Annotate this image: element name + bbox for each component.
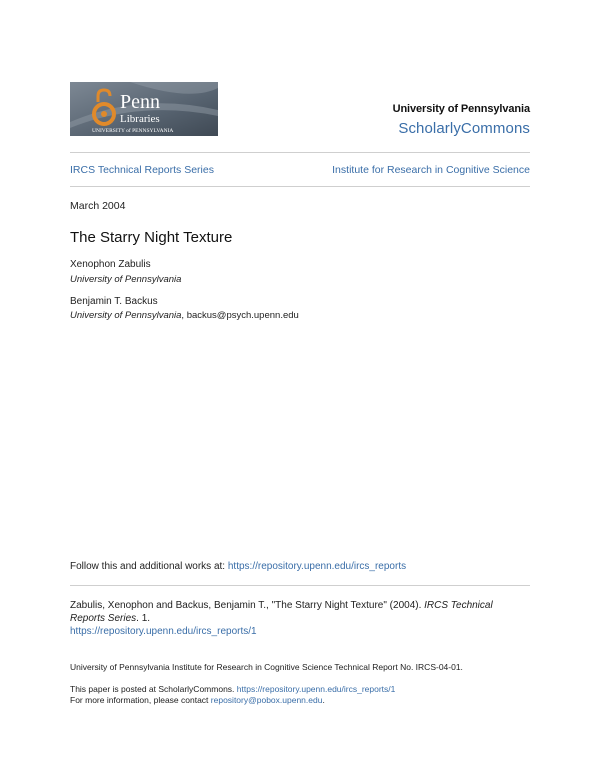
author-affiliation-line: University of Pennsylvania, backus@psych.upenn.edu xyxy=(70,310,299,321)
author-email: backus@psych.upenn.edu xyxy=(186,310,299,321)
contact-text: For more information, please contact xyxy=(70,695,211,705)
follow-line xyxy=(70,561,406,572)
citation-series: IRCS Technical Reports Series xyxy=(70,600,493,624)
citation-text: Zabulis, Xenophon and Backus, Benjamin T., "The Starry Night Texture" (2004). xyxy=(70,600,425,611)
posted-line xyxy=(70,684,395,694)
publication-date: March 2004 xyxy=(70,200,126,212)
scholarlycommons-link[interactable]: ScholarlyCommons xyxy=(398,120,530,137)
author-name: Xenophon Zabulis xyxy=(70,259,151,270)
report-number: University of Pennsylvania Institute for Research in Cognitive Science Technical Report No. IRCS-04-01. xyxy=(70,662,463,672)
contact-email-link[interactable]: repository@pobox.upenn.edu xyxy=(210,695,323,705)
logo-libraries: Libraries xyxy=(120,113,160,125)
penn-libraries-logo[interactable] xyxy=(70,82,218,136)
divider xyxy=(70,186,530,187)
article-title: The Starry Night Texture xyxy=(70,229,233,246)
citation-number: . 1. xyxy=(136,613,151,624)
author-affiliation: University of Pennsylvania xyxy=(70,310,182,321)
follow-text: Follow this and additional works at: xyxy=(70,561,228,572)
university-name: University of Pennsylvania xyxy=(392,103,530,115)
citation-link[interactable]: https://repository.upenn.edu/ircs_reports/1 xyxy=(70,626,257,637)
contact-line xyxy=(70,695,325,705)
follow-link[interactable]: https://repository.upenn.edu/ircs_reports xyxy=(227,561,407,572)
divider xyxy=(70,152,530,153)
logo-tagline: UNIVERSITY of PENNSYLVANIA xyxy=(92,128,174,134)
citation xyxy=(70,599,530,625)
series-link[interactable]: IRCS Technical Reports Series xyxy=(70,164,214,176)
institute-link[interactable]: Institute for Research in Cognitive Science xyxy=(332,164,530,176)
divider xyxy=(70,585,530,586)
author-affiliation: University of Pennsylvania xyxy=(70,274,182,285)
contact-end: . xyxy=(322,695,325,705)
logo-penn: Penn xyxy=(120,91,160,113)
author-name: Benjamin T. Backus xyxy=(70,296,158,307)
posted-text: This paper is posted at ScholarlyCommons. xyxy=(70,684,237,694)
posted-link[interactable]: https://repository.upenn.edu/ircs_reports/1 xyxy=(236,684,396,694)
